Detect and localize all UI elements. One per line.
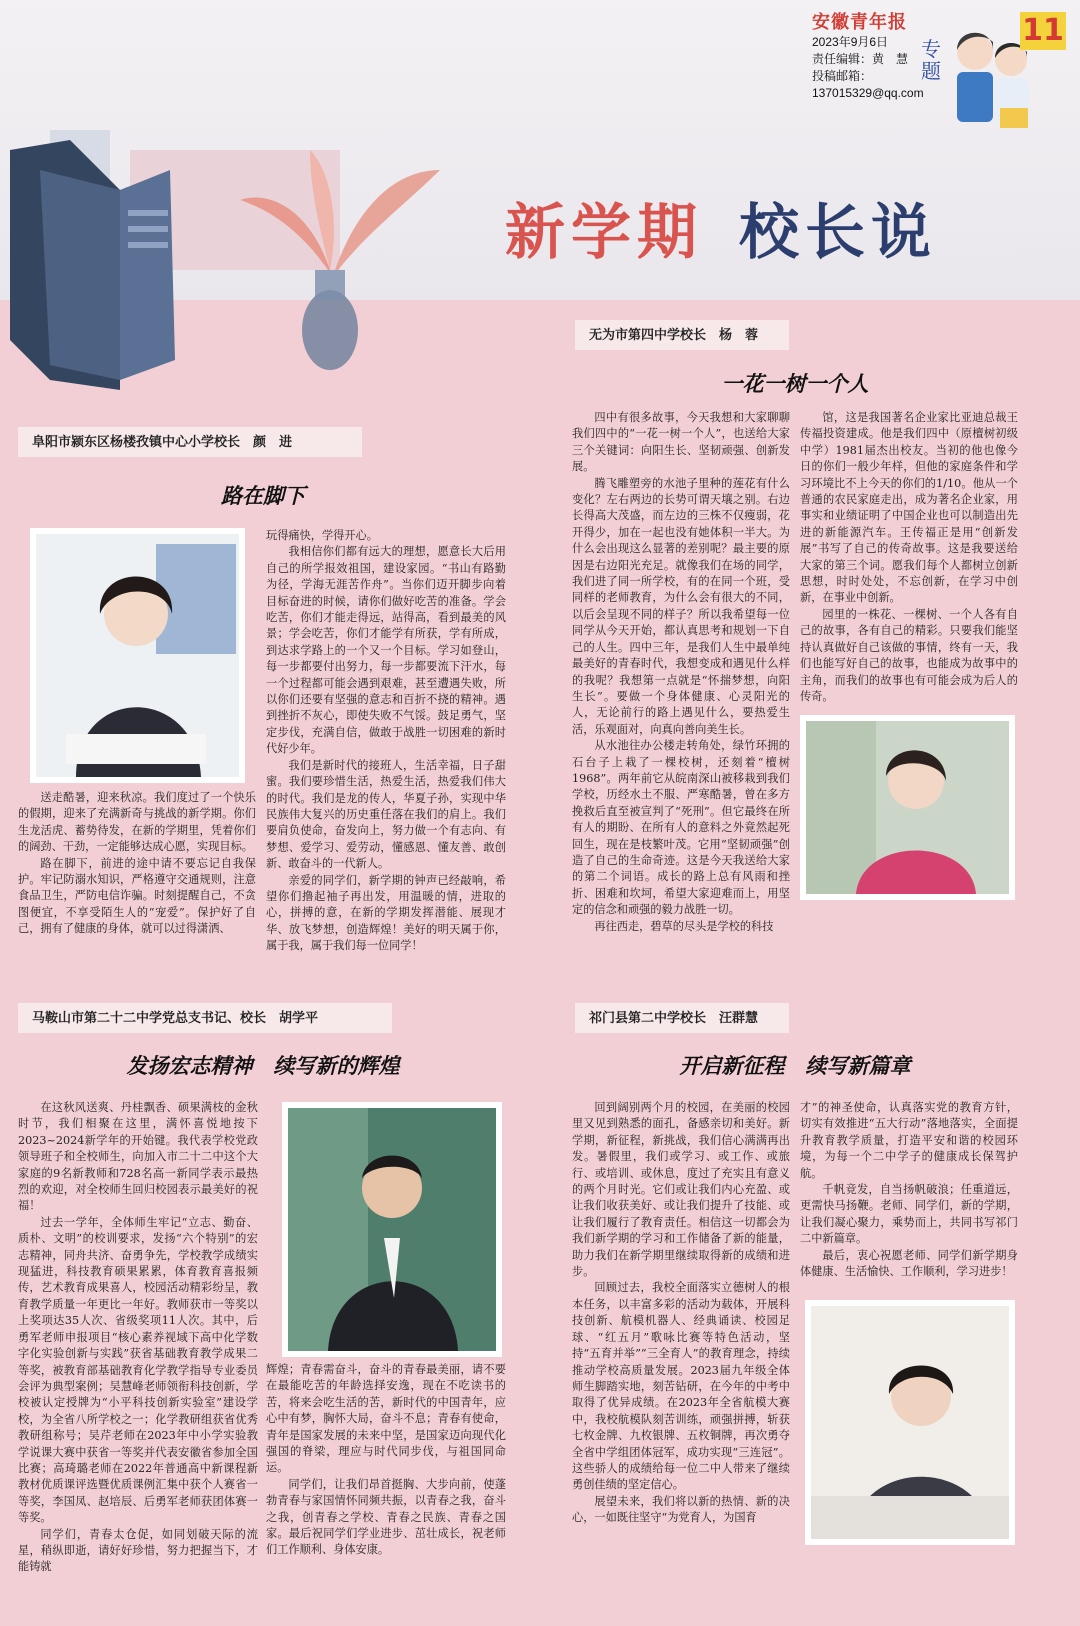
headline-a4: 开启新征程 续写新篇章 bbox=[679, 1054, 911, 1078]
portrait-photo-a1 bbox=[30, 528, 245, 783]
page-number: 11 bbox=[1020, 12, 1066, 50]
issue-date: 2023年9月6日 bbox=[812, 35, 889, 49]
paragraph: 再往西走，碧草的尽头是学校的科技 bbox=[594, 919, 774, 933]
paragraph: 我们是新时代的接班人，生活幸福，日子甜蜜。我们要珍惜生活，热爱生活，热爱我们伟大的时代。我们是龙的传人，华夏子孙，实现中华民族伟大复兴的历史重任落在我们的肩上。我们要肩负使命，奋发向上，努力做一个有志向、有梦想、爱学习、爱劳动，懂感恩、懂友善、敢创新、敢奋斗的一代新人。 bbox=[266, 758, 506, 871]
article-a4-col1 bbox=[572, 1100, 790, 1616]
byline-a4: 祁门县第二中学校长 汪群慧 bbox=[575, 1003, 789, 1033]
portrait-photo-a2 bbox=[800, 715, 1015, 900]
paragraph: 千帆竞发，自当扬帆破浪；任重道远，更需快马扬鞭。老师、同学们，新的学期，让我们凝心聚力，乘势而上，共同书写祁门二中新篇章。 bbox=[800, 1183, 1018, 1246]
paragraph: 四中有很多故事，今天我想和大家聊聊我们四中的“一花一树一个人”，也送给大家三个关键词：向阳生长、坚韧顽强、创新发展。 bbox=[572, 411, 790, 474]
main-title-part1: 新学期 bbox=[505, 198, 703, 268]
masthead bbox=[812, 8, 922, 102]
portrait-photo-a3 bbox=[282, 1102, 502, 1357]
main-title bbox=[505, 185, 937, 271]
paragraph: 路在脚下，前进的途中请不要忘记自我保护。牢记防溺水知识，严格遵守交通规则，注意食品卫生，严防电信诈骗。时刻提醒自己，不贪图便宜，不享受陌生人的“宠爱”。保护好了自己，拥有了健康的身体，就可以过得潇洒、 bbox=[18, 856, 256, 936]
editor-credit: 责任编辑：黄 慧 bbox=[812, 52, 909, 66]
paragraph: 回到阔别两个月的校园，在美丽的校园里又见到熟悉的面孔，备感亲切和美好。新学期，新征程，新挑战，我们信心满满再出发。暑假里，我们或学习、或工作、或旅行、或培训、或休息，度过了充实且有意义的两个月时光。它们或让我们内心充盈、或让我们收获美好、或让我们提升了技能、或让我们履行了教育责任。相信这一切都会为我们新学期的学习和工作储备了新的能量，助力我们在新学期里继续取得新的成绩和进步。 bbox=[572, 1101, 790, 1279]
article-a1-col2 bbox=[266, 528, 506, 960]
paragraph: 过去一学年，全体师生牢记“立志、勤奋、质朴、文明”的校训要求，发扬“六个特别”的宏志精神，同舟共济、奋勇争先，学校教学成绩实现猛进，科技教育硕果累累，体育教育喜报频传，艺术教育成果喜人，校园活动精彩纷呈，教育教学质量一年更比一年好。教师获市一等奖以上奖项达35人次、省级奖项11人次。其中，后勇军老师申报项目“核心素养视域下高中化学数字化实验创新与实践”获省基础教育教学成果二等奖，被教育部基础教育化学教学指导专业委员会评为典型案例；吴慧峰老师领衔科技创新，学校被认定授牌为“小平科技创新实验室”建设学校，为全省八所学校之一；化学教研组获省优秀教研组称号；吴芹老师在2023年中小学实验教学说课大赛中获省一等奖并代表安徽省参加全国比赛；高琦璐老师在2022年普通高中新课程新教材优质课评选暨优质课例汇集中获个人赛省一等奖，李国凤、赵培辰、后勇军老师获团体赛一等奖。 bbox=[18, 1215, 258, 1525]
paragraph: 展望未来，我们将以新的热情、新的决心，一如既往坚守“为党育人，为国育 bbox=[572, 1494, 790, 1525]
article-a2-col1 bbox=[572, 410, 790, 958]
book-vase-illustration bbox=[10, 130, 480, 390]
paragraph: 腾飞雕塑旁的水池子里种的莲花有什么变化？左右两边的长势可谓天壤之别。右边长得高大茂盛，而左边的三株不仅瘦弱，花开得少，加在一起也没有她体积一半大。为什么会出现这么显著的差别呢？最主要的原因是右边阳光充足。就像我们在场的同学，我们进了同一所学校，有的在同一个班，受同样的老师教育，为什么会有很大的不同，以后会呈现不同的样子？所以我希望每一位同学从今天开始，都认真思考和规划一下自己的人生。四中三年，是我们人生中最单纯最美好的青春时代，我想变成和遇见什么样的我呢？我想第一点就是“怀揣梦想，向阳生长”。要做一个身体健康、心灵阳光的人，无论前行的路上遇见什么，要热爱生活，乐观面对，向真向善向美生长。 bbox=[572, 476, 790, 736]
headline-a3: 发扬宏志精神 续写新的辉煌 bbox=[126, 1054, 400, 1078]
byline-a2: 无为市第四中学校长 杨 蓉 bbox=[575, 320, 789, 350]
submission-email: 137015329@qq.com bbox=[812, 86, 924, 100]
newspaper-name: 安徽青年报 bbox=[812, 12, 907, 33]
paragraph: 才”的神圣使命，认真落实党的教育方针，切实有效推进“五大行动”落地落实，全面提升教育教学质量，打造平安和谐的校园环境，为每一个二中学子的健康成长保驾护航。 bbox=[800, 1101, 1018, 1180]
section-label: 专题 bbox=[921, 37, 941, 83]
headline-a2: 一花一树一个人 bbox=[721, 372, 869, 396]
article-a1-col1 bbox=[18, 790, 256, 960]
paragraph: 我相信你们都有远大的理想，愿意长大后用自己的所学报效祖国，建设家园。“书山有路勤为径，学海无涯苦作舟”。当你们迈开脚步向着目标奋进的时候，请你们做好吃苦的准备。学会吃苦，你们才能走得远，站得高，看到最美的风景；学会吃苦，你们才能学有所获，学有所成，到达求学路上的一个又一个目标。学习如登山，每一步都要付出努力，每一步都要流下汗水，每一个过程都可能会遇到艰难，甚至遭遇失败，所以你们还要有坚强的意志和百折不挠的精神。遇到挫折不灰心，即使失败不气馁。鼓足勇气，坚定步伐，充满自信，做敢于战胜一切困难的新时代好少年。 bbox=[266, 545, 506, 756]
paragraph: 回顾过去，我校全面落实立德树人的根本任务，以丰富多彩的活动为载体，开展科技创新、航模机器人、经典诵读、校园足球、“红五月”歌咏比赛等特色活动，坚持“五育并举”“三全育人”的教育理念，持续推动学校高质量发展。2023届九年级全体师生脚踏实地，刻苦钻研，在今年的中考中取得了优异成绩。在2023年全省航模大赛中，我校航模队刻苦训练，顽强拼搏，斩获七枚金牌、九枚银牌、五枚铜牌，再次勇夺全省中学组团体冠军，成功实现“三连冠”。这些骄人的成绩给每一位二中人带来了继续勇创佳绩的坚定信心。 bbox=[572, 1281, 790, 1492]
person-portrait-icon bbox=[806, 721, 1009, 894]
paragraph: 从水池往办公楼走转角处，绿竹环拥的石台子上栽了一棵校树，还刻着“檀树1968”。两年前它从皖南深山被移栽到我们学校，历经水土不服、严寒酷暑，曾在多方挽救后直至被宣判了“死刑”。但它最终在所有人的期盼、在所有人的意料之外竟然起死回生，现在是枝繁叶茂。它用“坚韧顽强”创造了自己的生命奇迹。这是今天我送给大家的第二个词语。成长的路上总有风雨和挫折、困难和坎坷，希望大家迎难而上，用坚定的信念和顽强的毅力战胜一切。 bbox=[572, 739, 790, 917]
article-a3-col2 bbox=[266, 1362, 506, 1616]
paragraph: 在这秋风送爽、丹桂飘香、硕果满枝的金秋时节，我们相聚在这里，满怀喜悦地按下2023~2024新学年的开始键。我代表学校党政领导班子和全校师生，向加入市二十二中这个大家庭的9名新教师和728名高一新同学表示最热烈的欢迎，对全校师生回归校园表示最美好的祝福！ bbox=[18, 1101, 258, 1213]
paragraph: 馆，这是我国著名企业家比亚迪总裁王传福投资建成。他是我们四中（原檀树初级中学）1981届杰出校友。当初的他也像今日的你们一般少年样，但他的家庭条件和学习环境比不上今天的你们的1/10。他从一个普通的农民家庭走出，成为著名企业家，用事实和业绩证明了中国企业也可以制造出先进的新能源汽车。王传福正是用“创新发展”书写了自己的传奇故事。这是我要送给大家的第三个词。愿我们每个人都树立创新思想，时时处处，不忘创新，在学习中创新，在事业中创新。 bbox=[800, 411, 1018, 605]
paragraph: 同学们，让我们昂首挺胸、大步向前，使蓬勃青春与家国情怀同频共振，以青春之我，奋斗之我，创青春之学校、青春之民族、青春之国家。最后祝同学们学业进步、茁壮成长，祝老师们工作顺利、身体安康。 bbox=[266, 1477, 506, 1557]
paragraph: 辉煌；青春需奋斗，奋斗的青春最美丽，请不要在最能吃苦的年龄选择安逸，现在不吃读书的苦，将来会吃生活的苦，新时代的中国青年，应心中有梦，胸怀大局，奋斗不息；青春有使命，青年是国家发展的未来中坚，是国家迈向现代化强国的脊梁，理应与时代同步伐，与祖国同命运。 bbox=[266, 1363, 506, 1475]
byline-a3: 马鞍山市第二十二中学党总支书记、校长 胡学平 bbox=[18, 1003, 392, 1033]
paragraph: 玩得痛快，学得开心。 bbox=[266, 529, 378, 542]
main-title-part2: 校长说 bbox=[739, 198, 937, 268]
paragraph: 亲爱的同学们，新学期的钟声已经敲响，希望你们撸起袖子再出发，用温暖的情，进取的心，拼搏的意，在新的学期发挥潜能、展现才华、放飞梦想，创造辉煌！美好的明天属于你，属于我，属于我们每一位同学！ bbox=[266, 873, 506, 953]
paragraph: 同学们，青春太仓促，如同划破天际的流星，稍纵即逝，请好好珍惜，努力把握当下，才能铸就 bbox=[18, 1527, 258, 1574]
paragraph: 送走酷暑，迎来秋凉。我们度过了一个快乐的假期，迎来了充满新奇与挑战的新学期。你们生龙活虎、蓄势待发，在新的学期里，凭着你们的阔劲、干劲，一定能够达成心愿，实现目标。 bbox=[18, 791, 256, 854]
article-a2-col2 bbox=[800, 410, 1018, 710]
article-a3-col1 bbox=[18, 1100, 258, 1616]
person-portrait-icon bbox=[36, 534, 239, 777]
person-portrait-icon bbox=[811, 1306, 1009, 1539]
paragraph: 最后，衷心祝愿老师、同学们新学期身体健康、生活愉快、工作顺利，学习进步！ bbox=[800, 1248, 1018, 1279]
paragraph: 园里的一株花、一棵树、一个人各有自己的故事，各有自己的精彩。只要我们能坚持认真做好自己该做的事情，终有一天，我们也能写好自己的故事，也能成为故事中的主角，而我们的故事也有可能会成为后人的传奇。 bbox=[800, 607, 1018, 703]
article-a4-col2 bbox=[800, 1100, 1018, 1290]
headline-a1: 路在脚下 bbox=[221, 484, 305, 508]
person-portrait-icon bbox=[288, 1108, 496, 1351]
byline-a1: 阜阳市颍东区杨楼孜镇中心小学校长 颜 进 bbox=[18, 427, 362, 457]
portrait-photo-a4 bbox=[805, 1300, 1015, 1545]
email-label: 投稿邮箱： bbox=[812, 69, 873, 83]
